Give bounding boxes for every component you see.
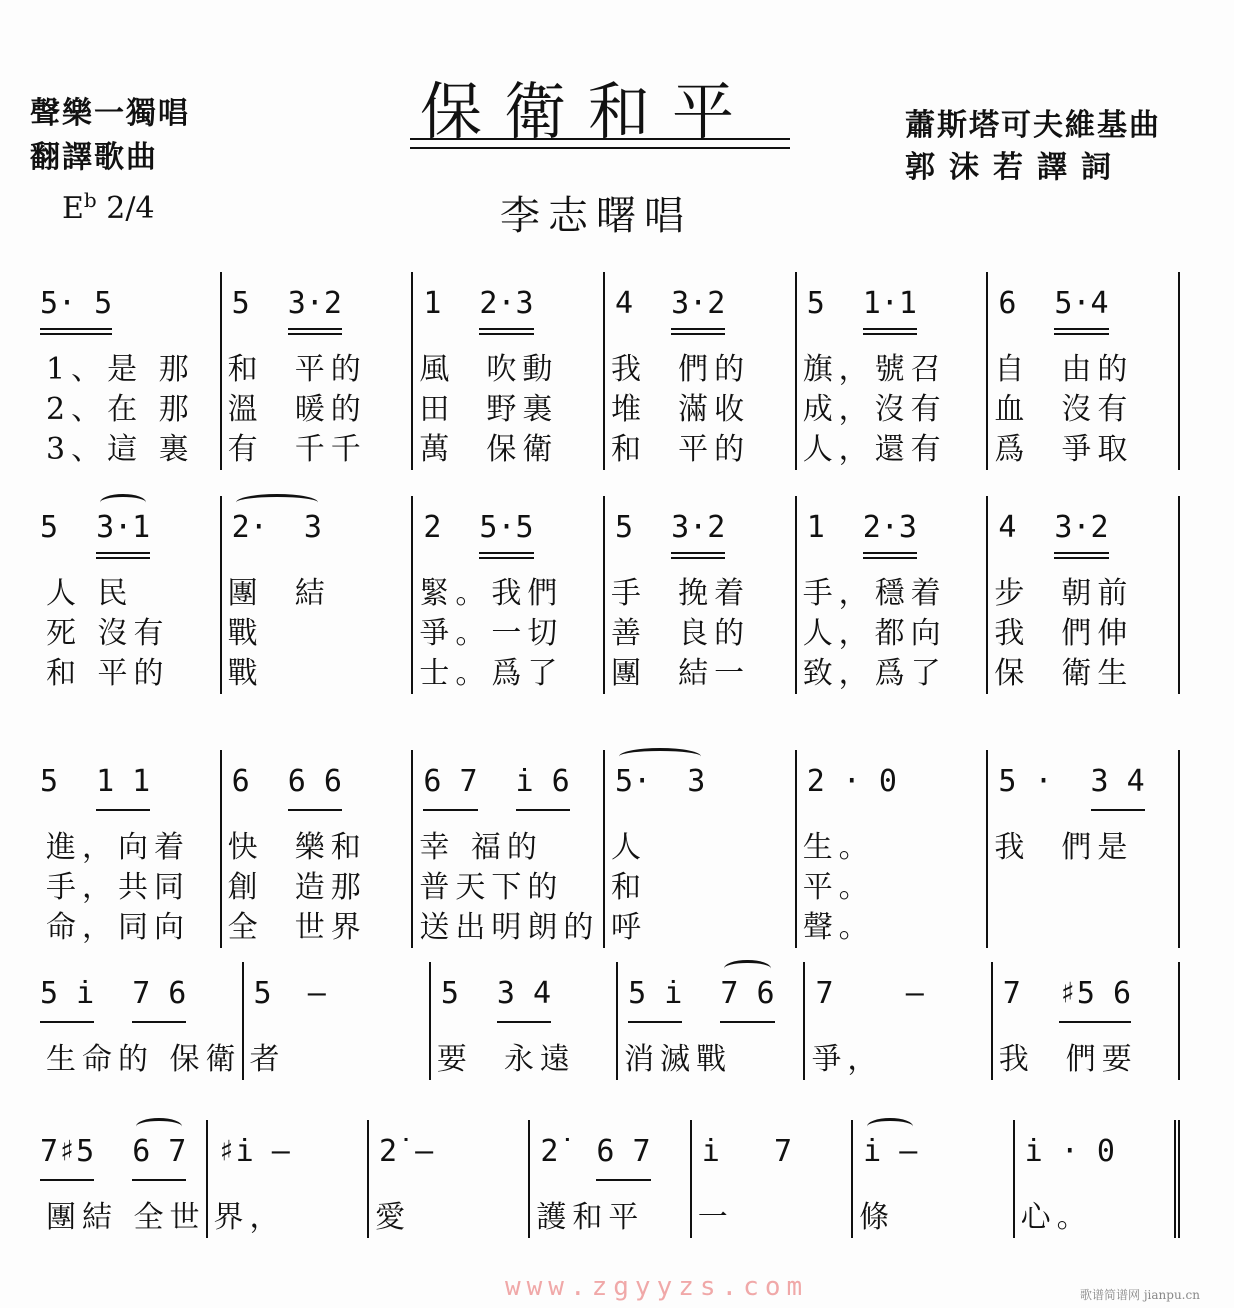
lyric-verse-3: 有 千千 <box>227 432 367 467</box>
system-4 <box>30 962 1180 1080</box>
measure <box>988 750 1180 948</box>
measure <box>805 962 992 1080</box>
notes <box>40 962 242 1040</box>
notes <box>615 750 795 828</box>
lyric-verse-2 <box>988 868 1178 908</box>
notes <box>40 496 220 574</box>
note-group: 5 — <box>253 976 326 1011</box>
lyric-verse-3: 人，還有 <box>802 432 947 467</box>
notes <box>232 750 412 828</box>
lyric-verse-3: 聲。 <box>802 910 875 945</box>
measure <box>988 272 1180 470</box>
measure <box>530 1120 691 1238</box>
lyric-verse-2: 我 們伸 <box>994 616 1134 651</box>
lyric-verse-3: 保 衛生 <box>994 656 1134 691</box>
note-group: 5 <box>806 286 825 321</box>
lyric-verse-1: 風 吹動 <box>419 352 559 387</box>
note-group: 5· 5 <box>40 286 113 321</box>
measure <box>797 272 989 470</box>
notes <box>615 272 795 350</box>
note-group: 2̇ — <box>378 1134 434 1169</box>
notes <box>628 962 803 1040</box>
note-group: 3 4 <box>1090 764 1145 799</box>
note-group: 4 <box>998 510 1017 545</box>
measure <box>413 496 605 694</box>
notes <box>379 1120 528 1198</box>
lyric-verse-1: 自 由的 <box>994 352 1134 387</box>
lyric-verse-3: 和 平的 <box>611 432 751 467</box>
lyric-verse-2: 成，沒有 <box>802 392 947 427</box>
notes <box>998 750 1178 828</box>
notes <box>40 272 220 350</box>
lyric-verse-3: 致，爲了 <box>802 656 947 691</box>
note-group: 7 — <box>815 976 924 1011</box>
note-group: i̇ · 0 <box>1024 1134 1115 1169</box>
lyric-verse-1: 手，穩着 <box>802 576 947 611</box>
notes <box>441 962 616 1040</box>
notes <box>423 750 603 828</box>
note-group: 1 1 <box>96 764 151 799</box>
notes <box>998 496 1178 574</box>
note-group: 4 <box>615 286 634 321</box>
note-group: 2 <box>423 510 442 545</box>
lyric-verse-1: 步 朝前 <box>994 576 1134 611</box>
note-group: 7 6 <box>720 976 775 1011</box>
lyric-verse-1: 人 <box>611 830 648 865</box>
note-group: 2̇ <box>540 1134 559 1169</box>
note-group: 7 6 <box>132 976 187 1011</box>
note-group: 6 7 <box>423 764 478 799</box>
note-group: 7♯5 <box>40 1134 95 1169</box>
lyric-verse-3: 戰 <box>227 656 264 691</box>
system-5 <box>30 1120 1180 1238</box>
lyric-verse-3: 萬 保衛 <box>419 432 559 467</box>
note-group: ♯5 6 <box>1058 976 1132 1011</box>
lyricist-credit: 郭沫若譯詞 <box>905 150 1125 185</box>
note-group: i̇ 6 <box>515 764 570 799</box>
measure <box>605 750 797 948</box>
note-group: 5·4 <box>1054 286 1109 321</box>
lyric-verse-1: 團結 全世 <box>46 1200 206 1235</box>
lyric-verse-2: 溫 暖的 <box>227 392 367 427</box>
time-signature: 2/4 <box>106 191 155 226</box>
lyric-verse-3: 全 世界 <box>227 910 367 945</box>
note-group: 1·1 <box>862 286 917 321</box>
notes <box>540 1120 689 1198</box>
note-group: 3·1 <box>96 510 151 545</box>
lyric-verse-1: 愛 <box>374 1200 411 1235</box>
note-group: 5 <box>440 976 459 1011</box>
lyric-verse-1: 1、是 那 <box>46 352 195 387</box>
note-group: 5 i̇ <box>40 976 95 1011</box>
lyric-verse-1: 界， <box>213 1200 286 1235</box>
lyric-verse-1: 消滅戰 <box>624 1042 733 1077</box>
lyric-verse-1: 要 永遠 <box>436 1042 576 1077</box>
singer-credit: 李志曙唱 <box>500 193 692 239</box>
note-group: 5 <box>40 764 59 799</box>
lyric-verse-1: 快 樂和 <box>227 830 367 865</box>
lyric-verse-1: 幸 福的 <box>419 830 543 865</box>
measure <box>692 1120 853 1238</box>
measure <box>222 496 414 694</box>
note-group: 2·3 <box>862 510 917 545</box>
notes <box>807 496 987 574</box>
measure <box>208 1120 369 1238</box>
lyric-verse-1: 一 <box>697 1200 734 1235</box>
note-group: 6 7 <box>596 1134 651 1169</box>
lyric-verse-3: 團 結一 <box>611 656 751 691</box>
measure <box>431 962 618 1080</box>
measure <box>30 750 222 948</box>
note-group: 3·2 <box>1054 510 1109 545</box>
lyric-verse-3: 送出明朗的 <box>419 910 600 945</box>
lyric-verse-1: 心。 <box>1020 1200 1093 1235</box>
note-group: 3·2 <box>671 286 726 321</box>
note-group: 5·5 <box>479 510 534 545</box>
lyric-verse-1: 者 <box>249 1042 286 1077</box>
note-group: 5 <box>615 510 634 545</box>
measure <box>413 272 605 470</box>
note-group: 5 i̇ <box>628 976 683 1011</box>
lyric-verse-3 <box>988 908 1178 948</box>
measure <box>413 750 605 948</box>
lyric-verse-2: 普天下的 <box>419 870 564 905</box>
lyric-verse-1: 生。 <box>802 830 875 865</box>
measure <box>988 496 1180 694</box>
lyric-verse-2: 堆 滿收 <box>611 392 751 427</box>
note-group: 6 <box>231 764 250 799</box>
lyric-verse-3: 和 平的 <box>46 656 170 691</box>
notes <box>998 272 1178 350</box>
measure <box>30 272 222 470</box>
measure <box>30 496 222 694</box>
notes <box>807 750 987 828</box>
system-2 <box>30 496 1180 694</box>
notes <box>615 496 795 574</box>
lyric-verse-2: 戰 <box>227 616 264 651</box>
key-signature <box>62 188 155 226</box>
note-group: 7 <box>1002 976 1021 1011</box>
lyric-verse-2: 2、在 那 <box>46 392 195 427</box>
lyric-verse-1: 團 結 <box>227 576 331 611</box>
measure <box>618 962 805 1080</box>
note-group: 6 7 <box>132 1134 187 1169</box>
note-group: 1 <box>423 286 442 321</box>
lyric-verse-3: 爲 爭取 <box>994 432 1134 467</box>
lyric-verse-1: 我 們是 <box>994 830 1134 865</box>
lyric-verse-1: 旗，號召 <box>802 352 947 387</box>
measure <box>222 750 414 948</box>
lyric-verse-3: 3、這 裏 <box>46 432 195 467</box>
lyric-verse-1: 我 們要 <box>998 1042 1138 1077</box>
note-group: 1 <box>806 510 825 545</box>
notes <box>423 496 603 574</box>
title-underline <box>410 138 790 149</box>
lyric-verse-1: 我 們的 <box>611 352 751 387</box>
watermark-jianpu: 歌谱简谱网 jianpu.cn <box>1080 1288 1200 1302</box>
lyric-verse-2: 死 沒有 <box>46 616 170 651</box>
lyric-verse-2: 創 造那 <box>227 870 367 905</box>
measure <box>30 1120 208 1238</box>
notes <box>254 962 429 1040</box>
note-group: ♯i̇ — <box>217 1134 290 1169</box>
notes <box>1003 962 1178 1040</box>
measure <box>797 496 989 694</box>
lyric-verse-1: 條 <box>859 1200 896 1235</box>
measure <box>797 750 989 948</box>
lyric-verse-1: 進，向着 <box>46 830 190 865</box>
notes <box>863 1120 1012 1198</box>
note-group: 6 6 <box>287 764 342 799</box>
note-group: 5 · <box>998 764 1053 799</box>
measure <box>605 496 797 694</box>
lyric-verse-3: 士。爲了 <box>419 656 564 691</box>
lyric-verse-2: 和 <box>611 870 648 905</box>
note-group: i̇ 7 <box>701 1134 793 1169</box>
lyric-verse-1: 和 平的 <box>227 352 367 387</box>
measure <box>853 1120 1014 1238</box>
key-flat: b <box>83 188 97 212</box>
note-group: 3·2 <box>287 286 342 321</box>
lyric-verse-1: 護和平 <box>536 1200 645 1235</box>
notes <box>807 272 987 350</box>
measure <box>244 962 431 1080</box>
category-label: 翻譯歌曲 <box>30 140 158 175</box>
note-group: 3·2 <box>671 510 726 545</box>
composer-credit: 蕭斯塔可夫維基曲 <box>905 108 1161 143</box>
notes <box>40 1120 206 1198</box>
lyric-verse-2: 平。 <box>802 870 875 905</box>
note-group: 5 <box>231 286 250 321</box>
notes <box>423 272 603 350</box>
note-group: 5· 3 <box>615 764 706 799</box>
notes <box>702 1120 851 1198</box>
lyric-verse-2: 田 野裏 <box>419 392 559 427</box>
note-group: 2 · 0 <box>806 764 897 799</box>
lyric-verse-2: 爭。一切 <box>419 616 564 651</box>
lyric-verse-1: 生命的 保衛 <box>46 1042 242 1077</box>
measure <box>30 962 244 1080</box>
lyric-verse-1: 緊。我們 <box>419 576 564 611</box>
song-title: 保衛和平 <box>420 75 757 148</box>
notes <box>218 1120 367 1198</box>
system-3 <box>30 750 1180 948</box>
lyric-verse-1: 手 挽着 <box>611 576 751 611</box>
watermark-site: www.zgyyzs.com <box>505 1272 809 1302</box>
note-group: 3 4 <box>496 976 552 1011</box>
note-group: 2·3 <box>479 286 534 321</box>
lyric-verse-3: 命，同向 <box>46 910 190 945</box>
notes <box>40 750 220 828</box>
system-1 <box>30 272 1180 470</box>
key-letter: E <box>62 191 84 226</box>
lyric-verse-2: 血 沒有 <box>994 392 1134 427</box>
notes <box>815 962 990 1040</box>
lyric-verse-2: 善 良的 <box>611 616 751 651</box>
notes <box>232 272 412 350</box>
measure <box>993 962 1180 1080</box>
lyric-verse-1: 爭， <box>811 1042 884 1077</box>
note-group: 5 <box>40 510 59 545</box>
note-group: i̇ — <box>863 1134 918 1169</box>
note-group: 6 <box>998 286 1017 321</box>
notes <box>232 496 412 574</box>
lyric-verse-3: 呼 <box>611 910 648 945</box>
note-group: 2· 3 <box>231 510 322 545</box>
genre-label: 聲樂一獨唱 <box>30 96 190 131</box>
measure <box>1015 1120 1180 1238</box>
lyric-verse-1: 人 民 <box>46 576 134 611</box>
notes <box>1025 1120 1174 1198</box>
measure <box>369 1120 530 1238</box>
measure <box>605 272 797 470</box>
measure <box>222 272 414 470</box>
lyric-verse-2: 人，都向 <box>802 616 947 651</box>
lyric-verse-2: 手，共同 <box>46 870 190 905</box>
